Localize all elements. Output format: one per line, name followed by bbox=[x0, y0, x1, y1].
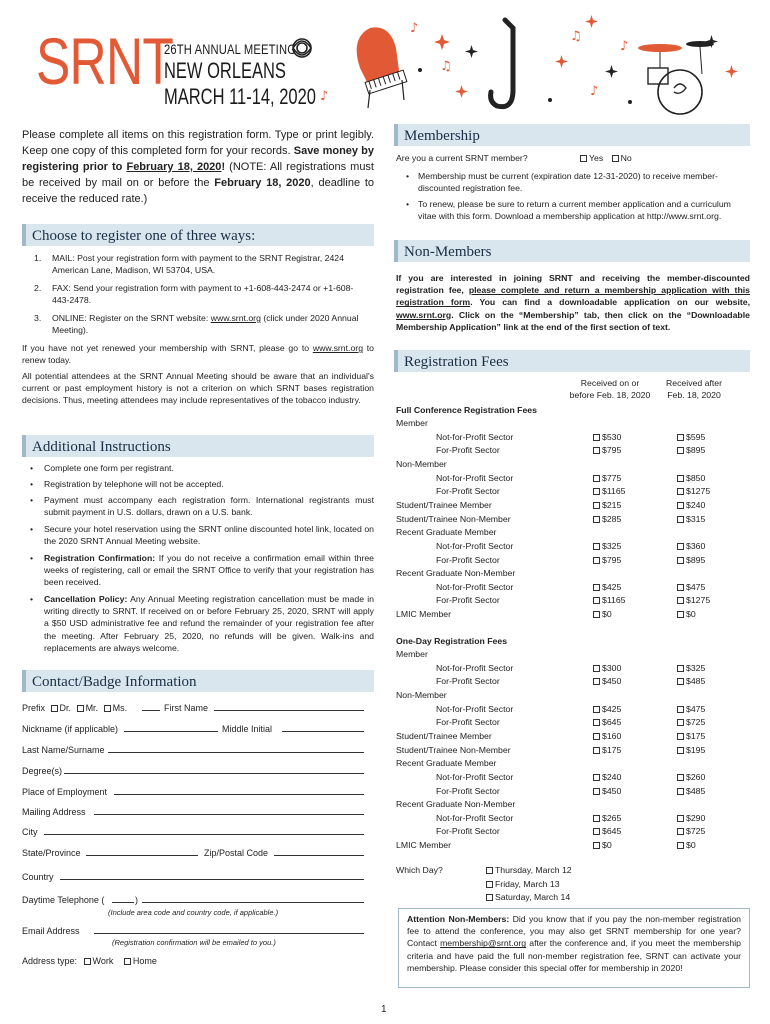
fee-late-option[interactable] bbox=[677, 500, 705, 512]
fee-early-value: $285 bbox=[602, 513, 622, 524]
city-label: City bbox=[22, 827, 38, 837]
fee-late-value: $175 bbox=[686, 730, 706, 741]
fee-checkbox[interactable] bbox=[593, 447, 600, 454]
fee-checkbox[interactable] bbox=[677, 788, 684, 795]
register-option-fax: 2. FAX: Send your registration form with payment to +1-608-443-2474 or +1-608-443-2478. bbox=[34, 283, 354, 306]
svg-text:♪: ♪ bbox=[590, 84, 599, 99]
fee-early-option[interactable] bbox=[593, 595, 626, 607]
fee-late-option[interactable] bbox=[677, 704, 705, 716]
fee-row-label: Member bbox=[396, 649, 428, 659]
fee-checkbox[interactable] bbox=[677, 488, 684, 495]
fee-late-value: $595 bbox=[686, 431, 706, 442]
degree-field[interactable] bbox=[64, 773, 364, 774]
renew-note: If you have not yet renewed your membership with SRNT, please go to www.srnt.org to renew today. bbox=[22, 343, 374, 366]
piano-icon bbox=[357, 27, 407, 108]
email-field[interactable] bbox=[94, 933, 364, 934]
fee-row-label: Member bbox=[396, 418, 428, 428]
fee-row-label: For-Profit Sector bbox=[436, 826, 500, 837]
first-name-label: First Name bbox=[164, 703, 209, 713]
mr-checkbox[interactable] bbox=[77, 705, 84, 712]
fee-checkbox[interactable] bbox=[593, 597, 600, 604]
sparkle-icons bbox=[434, 15, 738, 98]
nickname-label: Nickname (if applicable) bbox=[22, 724, 119, 734]
srnt-website-link[interactable]: www.srnt.org bbox=[210, 313, 261, 323]
fee-early-option[interactable] bbox=[593, 840, 612, 852]
fee-late-option[interactable] bbox=[677, 445, 705, 457]
address-type-row: Address type: Work Home bbox=[22, 956, 157, 966]
saturday-checkbox[interactable] bbox=[486, 894, 493, 901]
city-field[interactable] bbox=[44, 834, 364, 835]
drum-kit-icon bbox=[638, 41, 714, 114]
fee-late-option[interactable] bbox=[677, 676, 705, 688]
fee-row-label: For-Profit Sector bbox=[436, 785, 500, 796]
member-no-checkbox[interactable] bbox=[612, 155, 619, 162]
work-checkbox[interactable] bbox=[84, 958, 91, 965]
additional-section-heading: Additional Instructions bbox=[22, 435, 374, 457]
zip-label: Zip/Postal Code bbox=[204, 848, 269, 858]
meeting-city: NEW ORLEANS bbox=[164, 58, 286, 83]
fee-early-option[interactable] bbox=[593, 500, 621, 512]
svg-text:♫: ♫ bbox=[570, 29, 582, 44]
fee-checkbox[interactable] bbox=[593, 719, 600, 726]
register-option-mail: 1. MAIL: Post your registration form with payment to the SRNT Registrar, 2424 American Lane, Madison, WI 53704, USA. bbox=[34, 253, 344, 276]
fee-row-label: Student/Trainee Non-Member bbox=[396, 744, 511, 755]
fee-row-label: Non-Member bbox=[396, 689, 447, 700]
fee-late-value: $725 bbox=[686, 826, 706, 837]
phone-note: (Include area code and country code, if applicable.) bbox=[108, 908, 279, 917]
fee-checkbox[interactable] bbox=[593, 774, 600, 781]
instruction-item: • Complete one form per registrant. bbox=[30, 463, 174, 473]
zip-field[interactable] bbox=[274, 855, 364, 856]
attention-box: Attention Non-Members: Did you know that if you pay the non-member registration fee to attend the conference, you may also get SRNT membership for one year? Contact membership@srnt.org after the conference and, if you meet the membership criteria and have paid the full non-member registration fee, SRNT can activate your membership. Please consider this special offer for membership in 2020! bbox=[398, 908, 750, 988]
fee-late-option[interactable] bbox=[677, 432, 705, 444]
fee-checkbox[interactable] bbox=[677, 733, 684, 740]
fee-late-value: $0 bbox=[686, 609, 696, 620]
fee-checkbox[interactable] bbox=[593, 747, 600, 754]
fee-row-label: For-Profit Sector bbox=[436, 486, 500, 497]
svg-text:♪: ♪ bbox=[410, 21, 419, 36]
fee-early-value: $795 bbox=[602, 554, 622, 565]
prefix-row: Prefix Dr. Mr. Ms. bbox=[22, 703, 128, 713]
fee-early-value: $425 bbox=[602, 703, 622, 714]
fee-row-label: Not-for-Profit Sector bbox=[436, 540, 514, 551]
renew-link[interactable]: www.srnt.org bbox=[312, 343, 364, 353]
fee-checkbox[interactable] bbox=[677, 475, 684, 482]
phone-label: Daytime Telephone ( bbox=[22, 895, 105, 905]
phone-close-paren: ) bbox=[135, 895, 138, 905]
fee-late-option[interactable] bbox=[677, 595, 710, 607]
membership-email-link[interactable]: membership@srnt.org bbox=[440, 938, 527, 949]
fee-checkbox[interactable] bbox=[677, 611, 684, 618]
fee-checkbox[interactable] bbox=[593, 516, 600, 523]
fee-row-label: Recent Graduate Non-Member bbox=[396, 799, 516, 810]
fee-checkbox[interactable] bbox=[593, 842, 600, 849]
fee-checkbox[interactable] bbox=[677, 828, 684, 835]
fee-early-option[interactable] bbox=[593, 704, 621, 716]
fee-late-option[interactable] bbox=[677, 717, 705, 729]
fee-early-value: $0 bbox=[602, 609, 612, 620]
fee-checkbox[interactable] bbox=[677, 706, 684, 713]
area-code-field[interactable] bbox=[112, 902, 134, 903]
fee-late-value: $1275 bbox=[686, 595, 711, 606]
fee-late-value: $485 bbox=[686, 785, 706, 796]
fee-row-label: Not-for-Profit Sector bbox=[436, 581, 514, 592]
fee-checkbox[interactable] bbox=[677, 747, 684, 754]
fee-row-label: Student/Trainee Non-Member bbox=[396, 513, 511, 524]
fee-early-value: $265 bbox=[602, 812, 622, 823]
membership-bullet: • Membership must be current (expiration date 12-31-2020) to receive member-discounted registration fee. bbox=[406, 171, 718, 194]
fee-checkbox[interactable] bbox=[677, 584, 684, 591]
fee-early-option[interactable] bbox=[593, 432, 621, 444]
fee-checkbox[interactable] bbox=[677, 557, 684, 564]
first-name-field[interactable] bbox=[214, 710, 364, 711]
fee-row-label: For-Profit Sector bbox=[436, 595, 500, 606]
fee-checkbox[interactable] bbox=[593, 584, 600, 591]
fee-late-value: $895 bbox=[686, 445, 706, 456]
fee-row-label: Student/Trainee Member bbox=[396, 730, 492, 741]
saxophone-icon bbox=[491, 20, 514, 107]
instruction-item: • Payment must accompany each registration form. International registrants must submit payment in U.S. dollars, drawn on a U.S. bank. bbox=[30, 495, 374, 518]
fee-late-option[interactable] bbox=[677, 826, 705, 838]
fee-checkbox[interactable] bbox=[677, 447, 684, 454]
fee-checkbox[interactable] bbox=[677, 543, 684, 550]
fee-early-option[interactable] bbox=[593, 717, 621, 729]
fee-checkbox[interactable] bbox=[593, 828, 600, 835]
fee-late-option[interactable] bbox=[677, 840, 696, 852]
member-yes-checkbox[interactable] bbox=[580, 155, 587, 162]
fee-late-value: $195 bbox=[686, 744, 706, 755]
fee-checkbox[interactable] bbox=[593, 788, 600, 795]
fee-late-option[interactable] bbox=[677, 514, 705, 526]
mailing-address-field[interactable] bbox=[94, 814, 364, 815]
fee-checkbox[interactable] bbox=[677, 434, 684, 441]
day-option-saturday[interactable]: Saturday, March 14 bbox=[486, 892, 570, 904]
fee-late-option[interactable] bbox=[677, 609, 696, 621]
last-name-field[interactable] bbox=[108, 752, 364, 753]
nickname-field[interactable] bbox=[124, 731, 218, 732]
fee-late-value: $240 bbox=[686, 499, 706, 510]
fee-early-value: $215 bbox=[602, 499, 622, 510]
fee-early-option[interactable] bbox=[593, 541, 621, 553]
fee-early-option[interactable] bbox=[593, 445, 621, 457]
fee-late-value: $315 bbox=[686, 513, 706, 524]
fee-early-value: $645 bbox=[602, 717, 622, 728]
prefix-other-field[interactable] bbox=[142, 710, 160, 711]
membership-section-heading: Membership bbox=[394, 124, 750, 146]
fee-late-option[interactable] bbox=[677, 786, 705, 798]
fee-early-value: $530 bbox=[602, 431, 622, 442]
thursday-checkbox[interactable] bbox=[486, 867, 493, 874]
degree-label: Degree(s) bbox=[22, 766, 63, 776]
fee-row-label: For-Profit Sector bbox=[436, 554, 500, 565]
fee-early-value: $300 bbox=[602, 662, 622, 673]
employment-field[interactable] bbox=[114, 794, 364, 795]
fee-late-value: $895 bbox=[686, 554, 706, 565]
knot-icon bbox=[293, 39, 311, 57]
fee-checkbox[interactable] bbox=[677, 597, 684, 604]
membership-bullet: • To renew, please be sure to return a current member application and a curriculum vitae with this form. Download a membership application at http://www.srnt.org. bbox=[406, 199, 731, 222]
fee-early-option[interactable] bbox=[593, 663, 621, 675]
fee-early-value: $795 bbox=[602, 445, 622, 456]
fee-late-value: $725 bbox=[686, 717, 706, 728]
fee-checkbox[interactable] bbox=[593, 543, 600, 550]
fee-row-label: Not-for-Profit Sector bbox=[436, 662, 514, 673]
member-question: Are you a current SRNT member? bbox=[396, 153, 528, 163]
fee-early-value: $175 bbox=[602, 744, 622, 755]
fee-checkbox[interactable] bbox=[593, 678, 600, 685]
friday-checkbox[interactable] bbox=[486, 881, 493, 888]
fee-checkbox[interactable] bbox=[593, 434, 600, 441]
fee-late-value: $325 bbox=[686, 662, 706, 673]
fee-checkbox[interactable] bbox=[593, 502, 600, 509]
fee-late-value: $475 bbox=[686, 703, 706, 714]
country-label: Country bbox=[22, 872, 54, 882]
ms-checkbox[interactable] bbox=[104, 705, 111, 712]
fees-section-heading: Registration Fees bbox=[394, 350, 750, 372]
fee-row-label: Non-Member bbox=[396, 458, 447, 469]
fee-checkbox[interactable] bbox=[593, 815, 600, 822]
fee-early-option[interactable] bbox=[593, 609, 612, 621]
fee-early-value: $450 bbox=[602, 785, 622, 796]
fee-row-label: Not-for-Profit Sector bbox=[436, 812, 514, 823]
instruction-item: • Registration by telephone will not be accepted. bbox=[30, 479, 224, 489]
middle-initial-field[interactable] bbox=[282, 731, 364, 732]
fee-checkbox[interactable] bbox=[593, 475, 600, 482]
which-day-label: Which Day? bbox=[396, 865, 443, 875]
instruction-item: • Registration Confirmation: If you do not receive a confirmation email within three weeks of registering, call or email the SRNT Office to verify that your registration has been received. bbox=[30, 553, 375, 588]
full-fees-title: Full Conference Registration Fees bbox=[396, 405, 537, 415]
fee-row-label: Recent Graduate Member bbox=[396, 527, 497, 538]
country-field[interactable] bbox=[60, 879, 364, 880]
state-field[interactable] bbox=[86, 855, 198, 856]
fee-row-label: Not-for-Profit Sector bbox=[436, 472, 514, 483]
fee-early-value: $645 bbox=[602, 826, 622, 837]
fee-checkbox[interactable] bbox=[593, 665, 600, 672]
fee-late-option[interactable] bbox=[677, 541, 705, 553]
fee-row-label: For-Profit Sector bbox=[436, 445, 500, 456]
fee-checkbox[interactable] bbox=[593, 733, 600, 740]
fee-early-value: $1165 bbox=[602, 595, 626, 606]
fee-checkbox[interactable] bbox=[677, 842, 684, 849]
fee-late-value: $290 bbox=[686, 812, 706, 823]
fee-early-option[interactable] bbox=[593, 813, 621, 825]
col-early-header: Received on or before Feb. 18, 2020 bbox=[569, 378, 651, 400]
mailing-address-label: Mailing Address bbox=[22, 807, 86, 817]
jazz-decoration-illustration bbox=[290, 10, 750, 120]
nonmembers-section-heading: Non-Members bbox=[394, 240, 750, 262]
instruction-item: • Cancellation Policy: Any Annual Meeting registration cancellation must be made in writing directly to SRNT. If received on or before February 25, 2020, SRNT will apply a $50 USD administrative fee and refund the remainder of your registration fee after the meeting. After February 25, 2020, no refunds will be given. Walk-ins and replacements are always welcome. bbox=[30, 594, 374, 653]
col-late-header: Received after Feb. 18, 2020 bbox=[665, 378, 722, 400]
fee-row-label: Not-for-Profit Sector bbox=[436, 771, 514, 782]
fee-row-label: Not-for-Profit Sector bbox=[436, 703, 514, 714]
fee-early-option[interactable] bbox=[593, 826, 621, 838]
fee-checkbox[interactable] bbox=[593, 557, 600, 564]
fee-early-value: $425 bbox=[602, 581, 622, 592]
day-option-friday[interactable]: Friday, March 13 bbox=[486, 879, 560, 891]
employment-label: Place of Employment bbox=[22, 787, 108, 797]
fee-late-value: $475 bbox=[686, 581, 706, 592]
fee-early-value: $160 bbox=[602, 730, 622, 741]
fee-late-option[interactable] bbox=[677, 663, 705, 675]
fee-early-option[interactable] bbox=[593, 731, 621, 743]
attendee-note: All potential attendees at the SRNT Annual Meeting should be aware that an individual's current or past employment history is not a criterion on which SRNT bases registration decisions. Thus, meeting attendees may include representatives of the tobacco industry. bbox=[22, 371, 374, 406]
fee-late-option[interactable] bbox=[677, 473, 705, 485]
fee-late-value: $360 bbox=[686, 540, 706, 551]
fee-checkbox[interactable] bbox=[593, 611, 600, 618]
fee-late-value: $0 bbox=[686, 840, 696, 851]
fee-late-value: $485 bbox=[686, 676, 706, 687]
home-checkbox[interactable] bbox=[124, 958, 131, 965]
meeting-number: 26TH ANNUAL MEETING bbox=[164, 41, 297, 57]
fee-checkbox[interactable] bbox=[677, 502, 684, 509]
email-note: (Registration confirmation will be emailed to you.) bbox=[112, 938, 276, 947]
fee-early-option[interactable] bbox=[593, 473, 621, 485]
fee-early-option[interactable] bbox=[593, 514, 621, 526]
fee-early-value: $775 bbox=[602, 472, 622, 483]
oneday-fees-title: One-Day Registration Fees bbox=[396, 636, 508, 646]
fee-row-label: Student/Trainee Member bbox=[396, 499, 492, 510]
fee-early-value: $450 bbox=[602, 676, 622, 687]
fee-checkbox[interactable] bbox=[677, 516, 684, 523]
member-answer: Yes No bbox=[580, 153, 632, 165]
fee-late-option[interactable] bbox=[677, 555, 705, 567]
fee-checkbox[interactable] bbox=[677, 815, 684, 822]
fee-late-option[interactable] bbox=[677, 486, 710, 498]
fee-row-label: For-Profit Sector bbox=[436, 717, 500, 728]
fee-late-option[interactable] bbox=[677, 582, 705, 594]
middle-initial-label: Middle Initial bbox=[222, 724, 273, 734]
fee-early-value: $1165 bbox=[602, 486, 626, 497]
fee-early-option[interactable] bbox=[593, 486, 626, 498]
fee-early-option[interactable] bbox=[593, 745, 621, 757]
fee-late-option[interactable] bbox=[677, 731, 705, 743]
email-label: Email Address bbox=[22, 926, 80, 936]
fee-late-option[interactable] bbox=[677, 813, 705, 825]
intro-paragraph: Please complete all items on this registration form. Type or print legibly. Keep one copy of this completed form for your records. Save money by registering prior to February 18, 2020! (NOTE: All registrations must be received by mail on or before the February 18, 2020, deadline to receive the reduced rate.) bbox=[22, 129, 375, 205]
fee-early-option[interactable] bbox=[593, 786, 621, 798]
fee-row-label: Recent Graduate Member bbox=[396, 758, 497, 769]
fee-checkbox[interactable] bbox=[677, 678, 684, 685]
fee-early-option[interactable] bbox=[593, 582, 621, 594]
fee-late-option[interactable] bbox=[677, 772, 705, 784]
fee-checkbox[interactable] bbox=[593, 488, 600, 495]
fee-early-option[interactable] bbox=[593, 676, 621, 688]
contact-section-heading: Contact/Badge Information bbox=[22, 670, 374, 692]
srnt-logo: SRNT bbox=[36, 24, 174, 98]
last-name-label: Last Name/Surname bbox=[22, 745, 105, 755]
dr-checkbox[interactable] bbox=[51, 705, 58, 712]
fee-row-label: LMIC Member bbox=[396, 609, 452, 620]
fee-early-value: $240 bbox=[602, 771, 622, 782]
svg-text:♪: ♪ bbox=[320, 89, 329, 104]
fee-early-option[interactable] bbox=[593, 772, 621, 784]
svg-text:♫: ♫ bbox=[440, 59, 452, 74]
choose-section-heading: Choose to register one of three ways: bbox=[22, 224, 374, 246]
fee-row-label: Recent Graduate Non-Member bbox=[396, 568, 516, 579]
day-option-thursday[interactable]: Thursday, March 12 bbox=[486, 865, 572, 877]
nonmembers-website-link[interactable]: www.srnt.org bbox=[396, 309, 452, 320]
fee-early-option[interactable] bbox=[593, 555, 621, 567]
fee-checkbox[interactable] bbox=[593, 706, 600, 713]
fee-late-value: $850 bbox=[686, 472, 706, 483]
fee-row-label: Not-for-Profit Sector bbox=[436, 431, 514, 442]
page-number: 1 bbox=[381, 1004, 387, 1015]
register-option-online: 3. ONLINE: Register on the SRNT website: www.srnt.org (click under 2020 Annual Meeting). bbox=[34, 313, 359, 336]
fee-late-value: $1275 bbox=[686, 486, 711, 497]
fee-checkbox[interactable] bbox=[677, 665, 684, 672]
fee-checkbox[interactable] bbox=[677, 719, 684, 726]
fee-row-label: LMIC Member bbox=[396, 840, 452, 851]
fee-late-option[interactable] bbox=[677, 745, 705, 757]
fee-late-value: $260 bbox=[686, 771, 706, 782]
fee-early-value: $0 bbox=[602, 840, 612, 851]
nonmembers-text: If you are interested in joining SRNT and receiving the member-discounted registration fee, please complete and return a membership application with this registration form. You can find a downloadable application on our website, www.srnt.org. Click on the “Membership” tab, then click on the “Downloadable Membership Application” link at the end of the first section of text. bbox=[396, 273, 751, 332]
fee-row-label: For-Profit Sector bbox=[436, 676, 500, 687]
instruction-item: • Secure your hotel reservation using the SRNT online discounted hotel link, located on the 2020 SRNT Annual Meeting website. bbox=[30, 524, 374, 547]
state-label: State/Province bbox=[22, 848, 81, 858]
fee-early-value: $325 bbox=[602, 540, 622, 551]
meeting-dates: MARCH 11-14, 2020 bbox=[164, 84, 316, 109]
phone-field[interactable] bbox=[142, 902, 364, 903]
svg-text:♪: ♪ bbox=[620, 39, 629, 54]
fee-checkbox[interactable] bbox=[677, 774, 684, 781]
